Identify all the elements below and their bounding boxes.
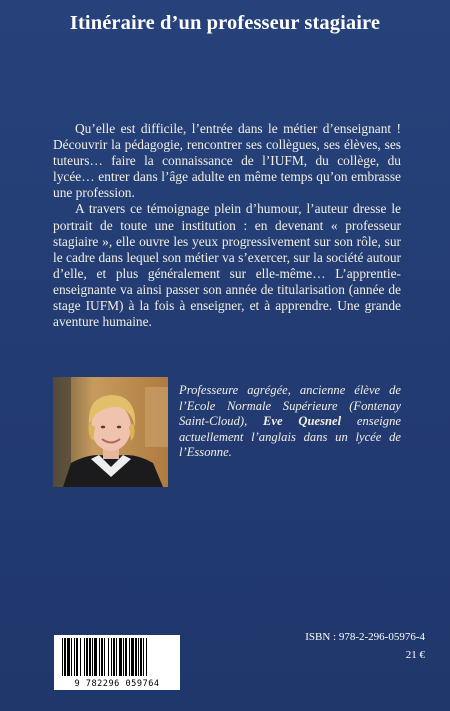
author-photo	[53, 377, 168, 487]
author-bio	[179, 383, 401, 461]
blurb-paragraph-2: A travers ce témoignage plein d’humour, l’auteur dresse le portrait de toute une institution : en devenant « professeur stagiaire », elle ouvre les yeux progressivement sur son rôle, sur le cadre dans lequel son métier va s’exercer, sur la société autour d’elle, et plus généralement sur elle-même… L’apprentie-enseignante va ainsi passer son année de titularisation (année de stage IUFM) à la fois à enseigner, et à apprendre. Une grande aventure humaine.	[53, 201, 401, 330]
price-label: 21 €	[405, 649, 425, 661]
author-name: Eve Quesnel	[263, 414, 342, 429]
isbn-label: ISBN : 978-2-296-05976-4	[305, 631, 425, 643]
barcode-bars	[54, 635, 180, 679]
blurb-paragraph-1: Qu’elle est difficile, l’entrée dans le métier d’enseignant ! Découvrir la pédagogie, rencontrer ses collègues, ses élèves, ses tuteurs… faire la connaissance de l’IUFM, du collège, du lycée… entrer dans l’âge adulte en même temps qu’on embrasse une profession.	[53, 121, 401, 201]
back-cover-blurb	[53, 121, 401, 330]
barcode-digits: 9 782296 059764	[74, 679, 160, 689]
book-title: Itinéraire d’un professeur stagiaire	[69, 12, 381, 34]
bio-text-2: enseigne actuellement l’anglais dans un lycée de l’Essonne.	[179, 414, 401, 460]
bio-text-1: Professeure agrégée, ancienne élève de l’Ecole Normale Supérieure (Fontenay Saint-Cloud),	[179, 383, 401, 429]
barcode	[54, 635, 180, 690]
